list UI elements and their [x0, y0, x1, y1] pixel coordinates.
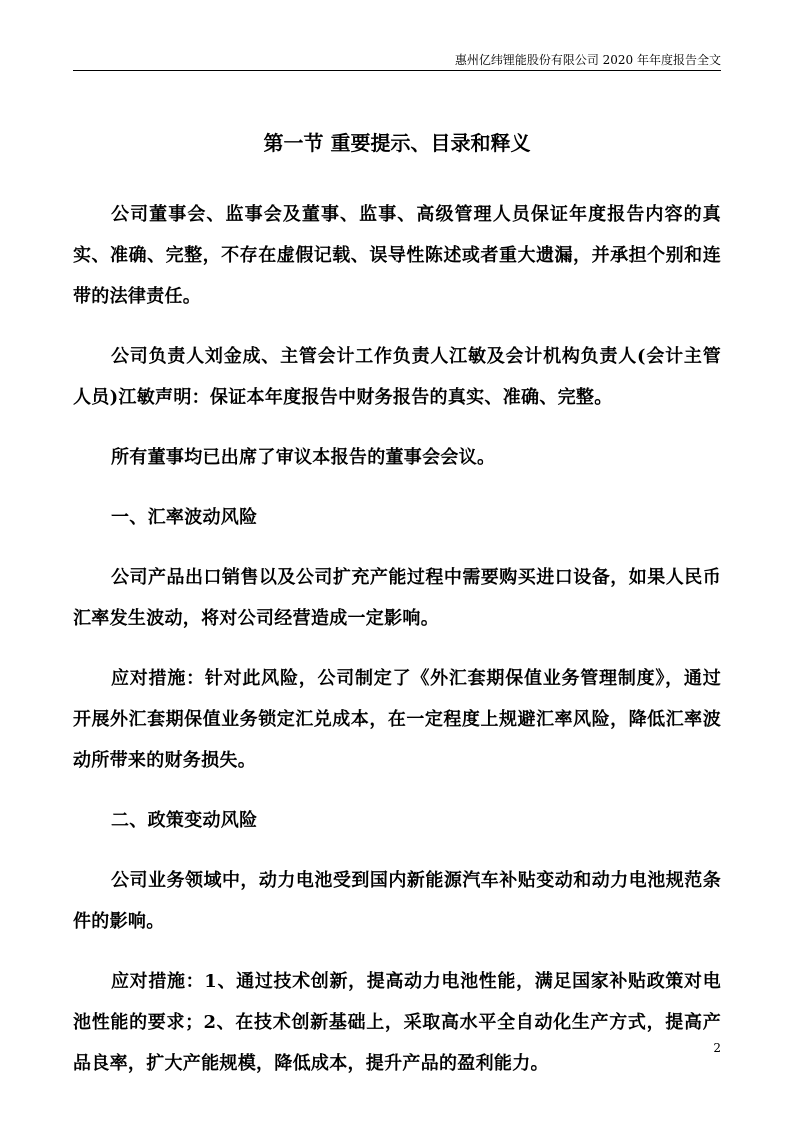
paragraph-exchange-rate-risk: 公司产品出口销售以及公司扩充产能过程中需要购买进口设备，如果人民币汇率发生波动，将对公司经营造成一定影响。 [73, 567, 721, 629]
page-number: 2 [713, 1041, 721, 1055]
paragraph-exchange-rate-measures: 应对措施：针对此风险，公司制定了《外汇套期保值业务管理制度》，通过开展外汇套期保值业务锁定汇兑成本，在一定程度上规避汇率风险，降低汇率波动所带来的财务损失。 [73, 668, 721, 771]
paragraph-policy-change-risk: 公司业务领域中，动力电池受到国内新能源汽车补贴变动和动力电池规范条件的影响。 [73, 870, 721, 932]
paragraph-responsibility-statement: 公司董事会、监事会及董事、监事、高级管理人员保证年度报告内容的真实、准确、完整，不存在虚假记载、误导性陈述或者重大遗漏，并承担个别和连带的法律责任。 [73, 204, 721, 307]
heading-exchange-rate-risk: 一、汇率波动风险 [111, 507, 258, 528]
section-title: 第一节 重要提示、目录和释义 [263, 131, 531, 155]
body-text [73, 194, 721, 1103]
running-header: 惠州亿纬锂能股份有限公司 2020 年年度报告全文 [454, 53, 721, 67]
header-divider [73, 70, 721, 71]
paragraph-policy-change-measures: 应对措施：1、通过技术创新，提高动力电池性能，满足国家补贴政策对电池性能的要求；2、在技术创新基础上，采取高水平全自动化生产方式，提高产品良率，扩大产能规模，降低成本，提升产品的盈利能力。 [73, 971, 721, 1074]
heading-policy-change-risk: 二、政策变动风险 [111, 810, 258, 831]
paragraph-officer-declaration: 公司负责人刘金成、主管会计工作负责人江敏及会计机构负责人(会计主管人员)江敏声明：保证本年度报告中财务报告的真实、准确、完整。 [73, 346, 721, 408]
paragraph-board-attendance: 所有董事均已出席了审议本报告的董事会会议。 [111, 447, 496, 468]
